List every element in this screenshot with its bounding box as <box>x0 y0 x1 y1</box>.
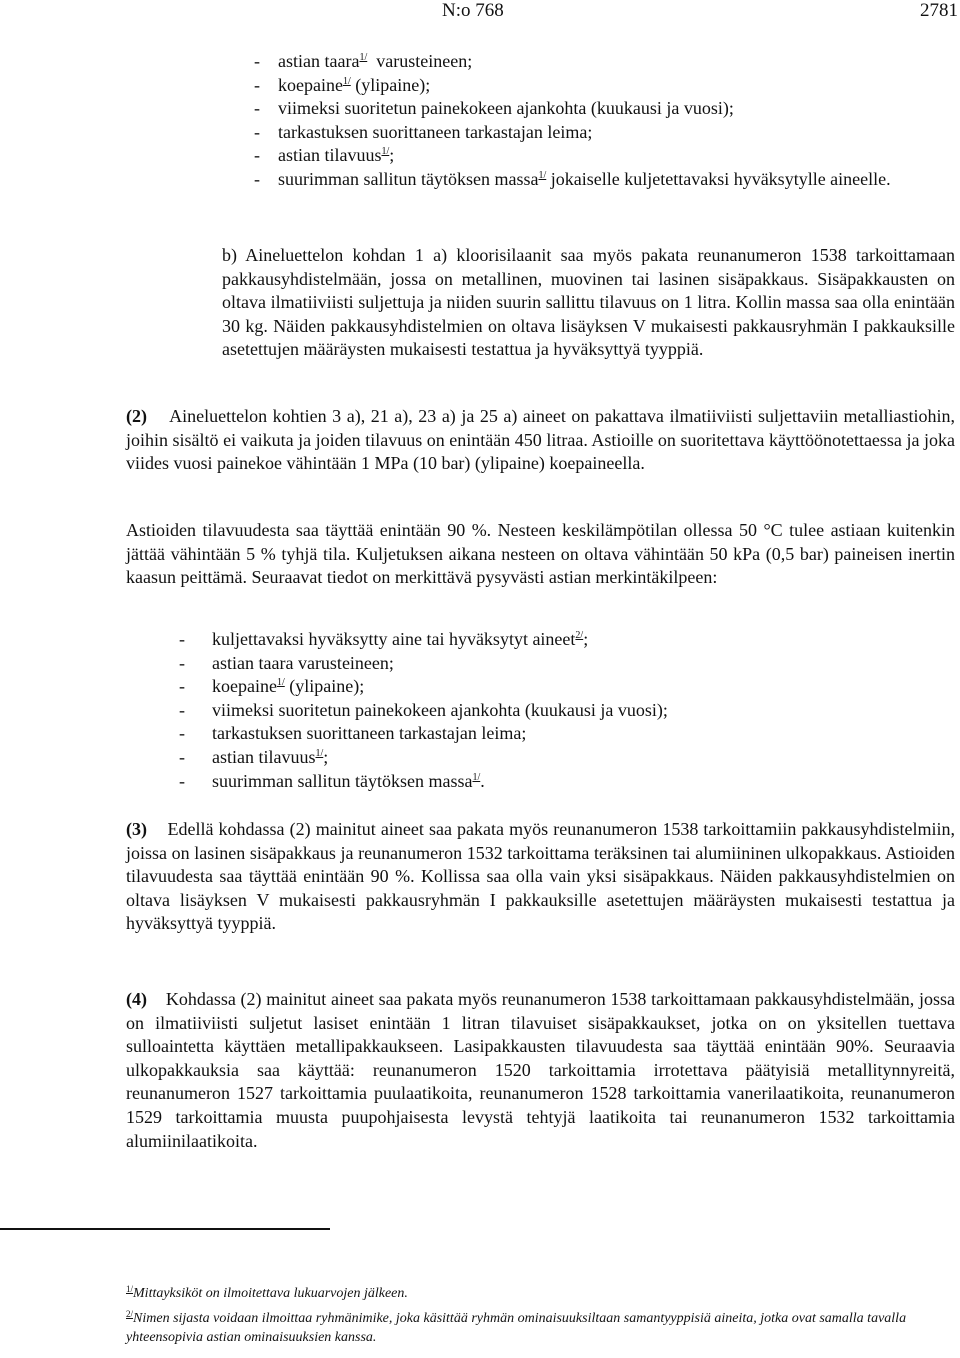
marking-list-2 <box>179 628 879 793</box>
list-item: - astian tilavuus$^{1/}$; <box>254 145 395 166</box>
footnote-1: $^{1/}$Mittayksiköt on ilmoitettava lukuarvojen jälkeen. <box>126 1284 408 1301</box>
page-header <box>0 0 960 24</box>
list-item: - astian tilavuus$^{1/}$; <box>179 746 329 767</box>
footnote-divider <box>0 1228 330 1230</box>
list-item: - tarkastuksen suorittaneen tarkastajan leima; <box>179 723 527 744</box>
section-number: (4) <box>126 989 147 1009</box>
list-item: - viimeksi suoritetun painekokeen ajankohta (kuukausi ja vuosi); <box>179 699 668 720</box>
section-text: Edellä kohdassa (2) mainitut aineet saa pakata myös reunanumeron 1538 tarkoittamiin pakkausyhdistelmiin, joissa on lasinen sisäpakkaus ja reunanumeron 1532 tarkoittama teräksinen tai alumiininen ulkopakkaus. Astioiden tilavuudesta saa täyttää enintään 90 %. Kollissa saa olla vain yksi sisäpakkaus. Näiden pakkausyhdistelmien on oltava lisäyksen V mukaisesti pakkausryhmän I pakkauksille asetettujen määräysten mukaisesti testattua ja hyväksyttyä tyyppiä. <box>126 819 956 934</box>
list-item: - suurimman sallitun täytöksen massa$^{1/}$ jokaiselle kuljetettavaksi hyväksytylle aineelle. <box>254 168 891 189</box>
list-item: - astian taara$^{1/}$ varusteineen; <box>254 51 473 71</box>
section-number: (3) <box>126 819 147 839</box>
document-number: N:o 768 <box>442 0 504 21</box>
list-item: - tarkastuksen suorittaneen tarkastajan leima; <box>254 121 593 142</box>
list-item: - koepaine$^{1/}$ (ylipaine); <box>179 676 365 697</box>
footnote-2: $^{2/}$Nimen sijasta voidaan ilmoittaa ryhmänimike, joka käsittää ryhmän ominaisuuksiltaan samantyyppisiä aineita, jotka ovat samalla tavalla yhteensopivia astian ominaisuuksien kanssa. <box>126 1309 907 1345</box>
footnotes <box>126 1284 956 1353</box>
section-text: Aineluettelon kohtien 3 a), 21 a), 23 a) ja 25 a) aineet on pakattava ilmatiiviisti suljettaviin metalliastiohin, joihin sisältö ei vaikuta ja joiden tilavuus on enintään 450 litraa. Astioille on suoritettava käyttöönotettaessa ja joka viides vuosi painekoe vähintään 1 MPa (10 bar) (ylipaine) koepaineella. <box>126 406 955 474</box>
section-3 <box>126 818 955 936</box>
list-item: - koepaine$^{1/}$ (ylipaine); <box>254 74 431 95</box>
section-number: (2) <box>126 406 147 426</box>
list-item: - viimeksi suoritetun painekokeen ajankohta (kuukausi ja vuosi); <box>254 98 734 119</box>
list-item: - kuljettavaksi hyväksytty aine tai hyväksytyt aineet$^{2/}$; <box>179 629 589 649</box>
marking-list-1 <box>254 50 954 192</box>
list-item: - suurimman sallitun täytöksen massa$^{1/}$. <box>179 770 485 791</box>
list-item: - astian taara varusteineen; <box>179 652 394 673</box>
paragraph-b: b) Aineluettelon kohdan 1 a) kloorisilaanit saa myös pakata reunanumeron 1538 tarkoittamaan pakkausyhdistelmään, jossa on metallinen, muovinen tai lasinen sisäpakkaus. Sisäpakkausten on oltava ilmatiiviisti suljettuja ja niiden suurin sallittu tilavuus on 1 litra. Kollin massa saa olla enintään 30 kg. Näiden pakkausyhdistelmien on oltava lisäyksen V mukaisesti pakkausryhmän I pakkauksille asetettujen määräysten mukaisesti testattua ja hyväksyttyä tyyppiä. <box>222 245 955 360</box>
section-4 <box>126 988 955 1153</box>
section-2-continued: Astioiden tilavuudesta saa täyttää enintään 90 %. Nesteen keskilämpötilan ollessa 50 °C tulee astiaan kuitenkin jättää vähintään 5 % tyhjä tila. Kuljetuksen aikana nesteen on oltava vähintään 50 kPa (0,5 bar) paineisen inertin kaasun peittämä. Seuraavat tiedot on merkittävä pysyvästi astian merkintäkilpeen: <box>126 520 955 588</box>
section-text: Kohdassa (2) mainitut aineet saa pakata myös reunanumeron 1538 tarkoittamaan pakkausyhdistelmään, jossa on ilmatiiviisti suljetut lasiset enintään 1 litran tilavuiset sisäpakkaukset, jotka on on yksitellen tuettava sulloaintetta käyttäen metallipakkaukseen. Lasipakkausten tilavuudesta saa täyttää enintään 90%. Seuraavia ulkopakkauksia saa käyttää: reunanumeron 1520 tarkoittamia irrotettava päätyisiä metallitynnyreitä, reunanumeron 1527 tarkoittamia puulaatikoita, reunanumeron 1528 tarkoittamia vanerilaatikoita, reunanumeron 1529 tarkoittamia muusta puupohjaisesta levystä tehtyjä laatikoita tai reunanumeron 1532 tarkoittamia alumiinilaatikoita. <box>126 989 955 1151</box>
section-2 <box>126 405 955 476</box>
page-number: 2781 <box>920 0 958 21</box>
